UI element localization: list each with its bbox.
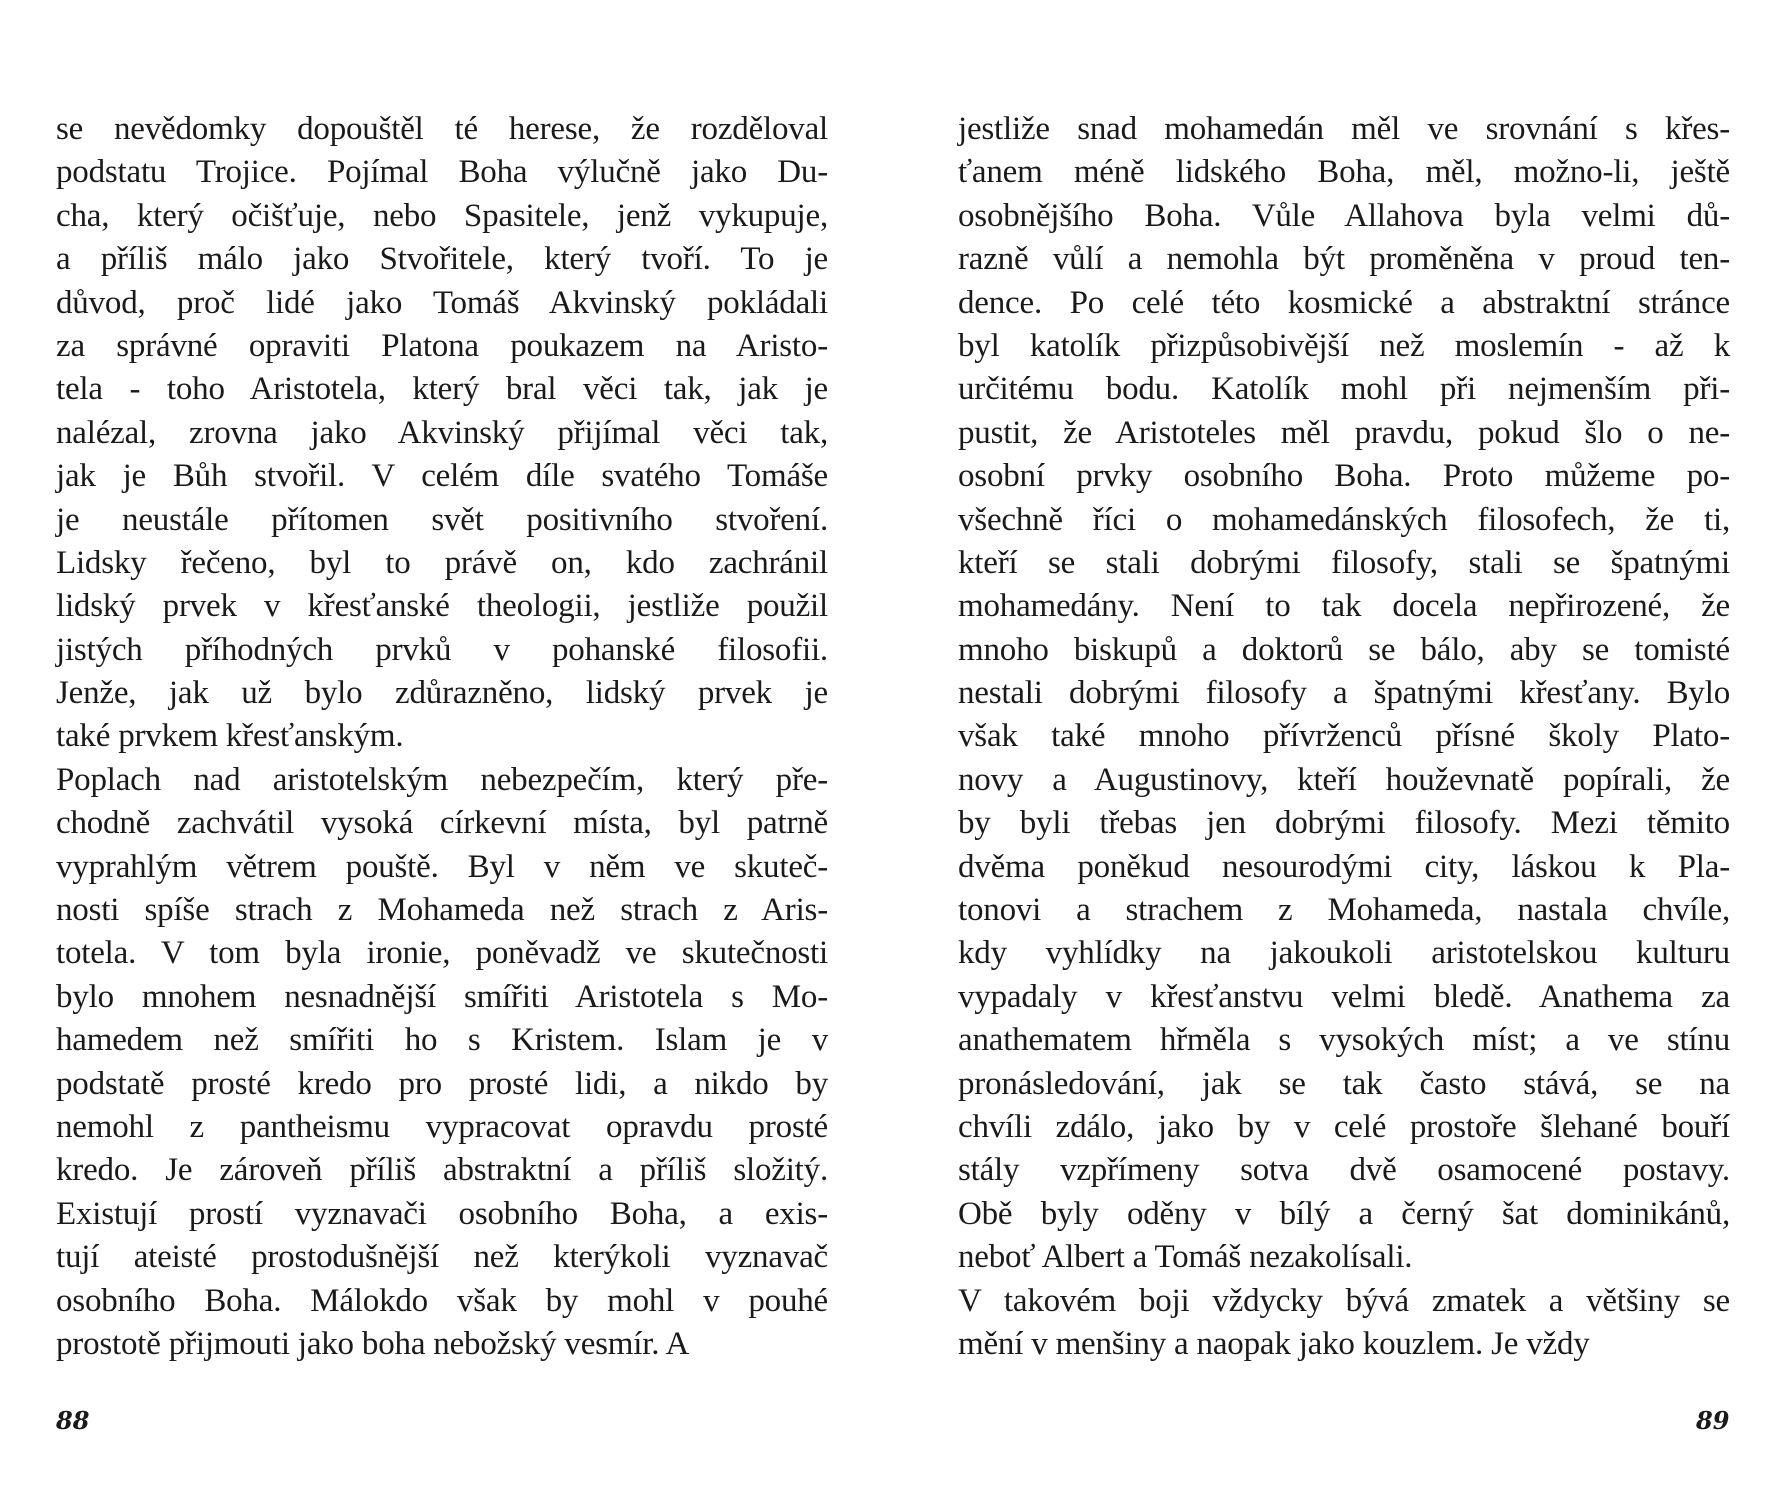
text-line: osobního Boha. Málokdo však by mohl v pouhé bbox=[56, 1282, 828, 1319]
text-line: kteří se stali dobrými filosofy, stali se špatnými bbox=[958, 544, 1730, 581]
right-page-text bbox=[958, 108, 1730, 1366]
text-line: chodně zachvátil vysoká církevní místa, byl patrně bbox=[56, 805, 828, 842]
text-line: jak je Bůh stvořil. V celém díle svatého Tomáše bbox=[56, 458, 828, 495]
text-line: tonovi a strachem z Mohameda, nastala chvíle, bbox=[958, 892, 1730, 929]
text-line: všechně říci o mohamedánských filosofech, že ti, bbox=[958, 501, 1730, 538]
text-line: osobní prvky osobního Boha. Proto můžeme po- bbox=[958, 458, 1730, 495]
text-line: prostotě přijmouti jako boha nebožský vesmír. A bbox=[56, 1325, 690, 1362]
left-page-text bbox=[56, 108, 828, 1366]
text-line: nestali dobrými filosofy a špatnými křesťany. Bylo bbox=[958, 675, 1730, 712]
text-line: neboť Albert a Tomáš nezakolísali. bbox=[958, 1239, 1413, 1276]
page-number-left: 88 bbox=[56, 1406, 90, 1435]
text-line: hamedem než smířiti ho s Kristem. Islam je v bbox=[56, 1022, 828, 1059]
text-line: nemohl z pantheismu vypracovat opravdu prosté bbox=[56, 1108, 828, 1145]
text-line: V takovém boji vždycky bývá zmatek a většiny se bbox=[958, 1282, 1730, 1319]
text-line: podstatu Trojice. Pojímal Boha výlučně jako Du- bbox=[56, 154, 828, 191]
text-line: pronásledování, jak se tak často stává, se na bbox=[958, 1065, 1730, 1102]
text-line: kdy vyhlídky na jakoukoli aristotelskou kulturu bbox=[958, 935, 1730, 972]
text-line: Poplach nad aristotelským nebezpečím, který pře- bbox=[56, 761, 828, 798]
text-line: by byli třebas jen dobrými filosofy. Mezi těmito bbox=[958, 805, 1730, 842]
text-line: vyprahlým větrem pouště. Byl v něm ve skuteč- bbox=[56, 848, 828, 885]
text-line: lidský prvek v křesťanské theologii, jestliže použil bbox=[56, 588, 828, 625]
text-line: však také mnoho přívrženců přísné školy Plato- bbox=[958, 718, 1730, 755]
text-line: kredo. Je zároveň příliš abstraktní a příliš složitý. bbox=[56, 1152, 828, 1189]
text-line: mění v menšiny a naopak jako kouzlem. Je vždy bbox=[958, 1325, 1590, 1362]
text-line: je neustále přítomen svět positivního stvoření. bbox=[56, 501, 828, 538]
text-line: stály vzpřímeny sotva dvě osamocené postavy. bbox=[958, 1152, 1730, 1189]
text-line: ťanem méně lidského Boha, měl, možno-li, ještě bbox=[958, 154, 1730, 191]
text-line: nosti spíše strach z Mohameda než strach z Aris- bbox=[56, 892, 828, 929]
text-line: Lidsky řečeno, byl to právě on, kdo zachránil bbox=[56, 544, 828, 581]
text-line: dvěma poněkud nesourodými city, láskou k Pla- bbox=[958, 848, 1730, 885]
text-line: také prvkem křesťanským. bbox=[56, 718, 404, 755]
text-line: dence. Po celé této kosmické a abstraktní stránce bbox=[958, 284, 1730, 321]
text-line: anathematem hřměla s vysokých míst; a ve stínu bbox=[958, 1022, 1730, 1059]
text-line: novy a Augustinovy, kteří houževnatě popírali, že bbox=[958, 761, 1730, 798]
text-line: razně vůlí a nemohla být proměněna v proud ten- bbox=[958, 241, 1730, 278]
text-line: Existují prostí vyznavači osobního Boha, a exis- bbox=[56, 1195, 828, 1232]
text-line: totela. V tom byla ironie, poněvadž ve skutečnosti bbox=[56, 935, 828, 972]
text-line: cha, který očišťuje, nebo Spasitele, jenž vykupuje, bbox=[56, 197, 828, 234]
text-line: mnoho biskupů a doktorů se bálo, aby se tomisté bbox=[958, 631, 1730, 668]
text-line: tují ateisté prostodušnější než kterýkoli vyznavač bbox=[56, 1239, 828, 1276]
text-line: chvíli zdálo, jako by v celé prostoře šlehané bouří bbox=[958, 1108, 1730, 1145]
text-line: osobnějšího Boha. Vůle Allahova byla velmi dů- bbox=[958, 197, 1730, 234]
text-line: jistých příhodných prvků v pohanské filosofii. bbox=[56, 631, 828, 668]
text-line: Obě byly oděny v bílý a černý šat dominikánů, bbox=[958, 1195, 1730, 1232]
text-line: určitému bodu. Katolík mohl při nejmenším při- bbox=[958, 371, 1730, 408]
text-line: za správné opraviti Platona poukazem na Aristo- bbox=[56, 327, 828, 364]
text-line: se nevědomky dopouštěl té herese, že rozděloval bbox=[56, 111, 828, 147]
text-line: důvod, proč lidé jako Tomáš Akvinský pokládali bbox=[56, 284, 828, 321]
text-line: byl katolík přizpůsobivější než moslemín - až k bbox=[958, 327, 1730, 364]
text-line: jestliže snad mohamedán měl ve srovnání s křes- bbox=[958, 111, 1730, 147]
text-line: pustit, že Aristoteles měl pravdu, pokud šlo o ne- bbox=[958, 414, 1730, 451]
text-line: bylo mnohem nesnadnější smířiti Aristotela s Mo- bbox=[56, 978, 828, 1015]
text-line: Jenže, jak už bylo zdůrazněno, lidský prvek je bbox=[56, 675, 828, 712]
text-line: a příliš málo jako Stvořitele, který tvoří. To je bbox=[56, 241, 828, 278]
text-line: vypadaly v křesťanstvu velmi bledě. Anathema za bbox=[958, 978, 1730, 1015]
text-line: mohamedány. Není to tak docela nepřirozené, že bbox=[958, 588, 1730, 625]
text-line: podstatě prosté kredo pro prosté lidi, a nikdo by bbox=[56, 1065, 828, 1102]
text-line: nalézal, zrovna jako Akvinský přijímal věci tak, bbox=[56, 414, 828, 451]
text-line: tela - toho Aristotela, který bral věci tak, jak je bbox=[56, 371, 828, 408]
page-number-right: 89 bbox=[1696, 1406, 1730, 1435]
